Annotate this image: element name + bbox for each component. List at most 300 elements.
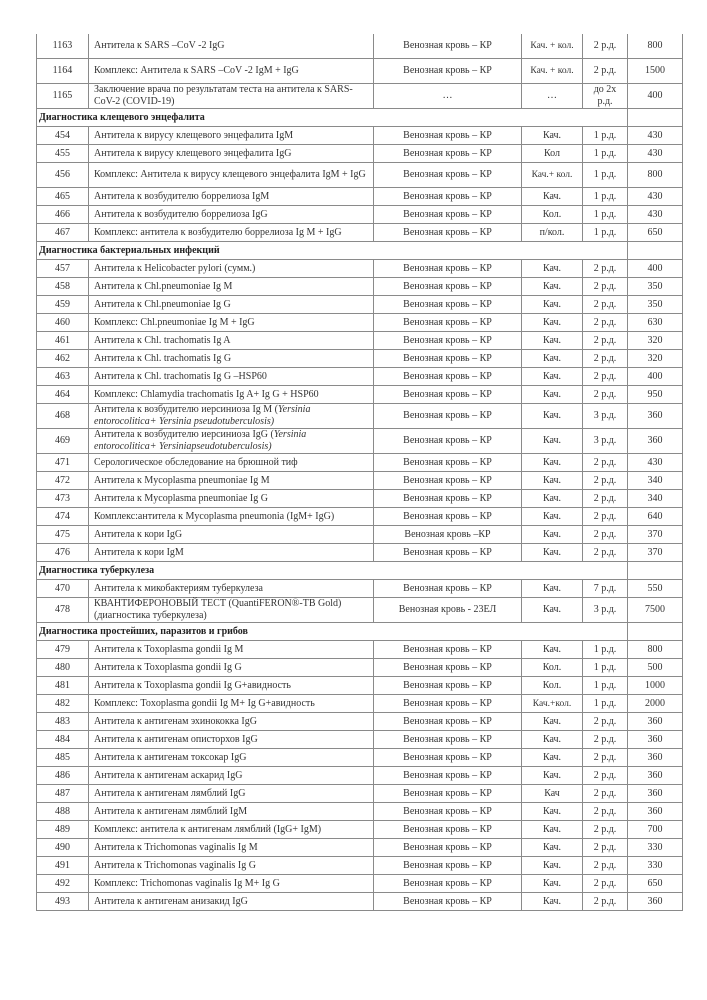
test-code-cell: 487 [37, 785, 89, 803]
price-cell: 400 [628, 260, 683, 278]
price-cell: 340 [628, 472, 683, 490]
sample-type-cell: Венозная кровь – КР [374, 821, 522, 839]
table-row [37, 490, 683, 508]
turnaround-cell: 1 р.д. [583, 145, 628, 163]
test-name-cell: Антитела к антигенам эхинококка IgG [89, 713, 374, 731]
test-code-cell: 1165 [37, 84, 89, 109]
turnaround-cell: 2 р.д. [583, 490, 628, 508]
table-row [37, 332, 683, 350]
turnaround-cell: 2 р.д. [583, 454, 628, 472]
turnaround-cell: 2 р.д. [583, 386, 628, 404]
sample-type-cell: Венозная кровь – КР [374, 677, 522, 695]
test-name-cell: КВАНТИФЕРОНОВЫЙ ТЕСТ (QuantiFERON®-TB Gold) (диагностика туберкулеза) [89, 598, 374, 623]
table-row [37, 206, 683, 224]
price-cell: 800 [628, 641, 683, 659]
turnaround-cell: 2 р.д. [583, 713, 628, 731]
result-type-cell: Кач. [522, 731, 583, 749]
sample-type-cell: Венозная кровь – КР [374, 34, 522, 59]
table-row [37, 260, 683, 278]
result-type-cell: Кач.+кол. [522, 695, 583, 713]
sample-type-cell: Венозная кровь – КР [374, 490, 522, 508]
sample-type-cell: Венозная кровь – КР [374, 429, 522, 454]
sample-type-cell: Венозная кровь – КР [374, 206, 522, 224]
test-code-cell: 469 [37, 429, 89, 454]
result-type-cell: Кач. [522, 857, 583, 875]
table-row [37, 544, 683, 562]
table-row [37, 659, 683, 677]
sample-type-cell: Венозная кровь – КР [374, 803, 522, 821]
turnaround-cell: 2 р.д. [583, 368, 628, 386]
test-code-cell: 493 [37, 893, 89, 911]
table-row [37, 296, 683, 314]
sample-type-cell: Венозная кровь – КР [374, 839, 522, 857]
turnaround-cell: 2 р.д. [583, 59, 628, 84]
table-row [37, 454, 683, 472]
price-cell: 370 [628, 526, 683, 544]
test-name-cell: Антитела к Chl. trachomatis Ig G –HSP60 [89, 368, 374, 386]
table-row [37, 386, 683, 404]
result-type-cell: Кач. [522, 296, 583, 314]
price-cell: 2000 [628, 695, 683, 713]
turnaround-cell: 2 р.д. [583, 296, 628, 314]
test-code-cell: 479 [37, 641, 89, 659]
price-cell: 330 [628, 857, 683, 875]
test-name-cell: Заключение врача по результатам теста на антитела к SARS-CoV-2 (COVID-19) [89, 84, 374, 109]
price-cell: 430 [628, 188, 683, 206]
test-code-cell: 473 [37, 490, 89, 508]
price-cell: 360 [628, 731, 683, 749]
result-type-cell: Кач. [522, 278, 583, 296]
turnaround-cell: 2 р.д. [583, 314, 628, 332]
turnaround-cell: 3 р.д. [583, 598, 628, 623]
turnaround-cell: 2 р.д. [583, 332, 628, 350]
test-name-cell: Антитела к Chl.pneumoniae Ig M [89, 278, 374, 296]
table-row [37, 145, 683, 163]
test-code-cell: 458 [37, 278, 89, 296]
table-row [37, 713, 683, 731]
turnaround-cell: 1 р.д. [583, 127, 628, 145]
turnaround-cell: 1 р.д. [583, 163, 628, 188]
price-cell: 630 [628, 314, 683, 332]
test-name-cell: Антитела к возбудителю боррелиоза IgM [89, 188, 374, 206]
turnaround-cell: 2 р.д. [583, 260, 628, 278]
sample-type-cell: Венозная кровь – КР [374, 472, 522, 490]
test-name-text: Антитела к возбудителю иерсиниоза Ig M ( [94, 404, 279, 415]
sample-type-cell: Венозная кровь – КР [374, 332, 522, 350]
price-cell: 800 [628, 163, 683, 188]
result-type-cell: Кач. [522, 767, 583, 785]
test-name-cell: Антитела к Trichomonas vaginalis Ig G [89, 857, 374, 875]
price-cell: 330 [628, 839, 683, 857]
test-name-cell: Антитела к Trichomonas vaginalis Ig M [89, 839, 374, 857]
sample-type-cell: Венозная кровь – КР [374, 508, 522, 526]
test-code-cell: 476 [37, 544, 89, 562]
section-title: Диагностика простейших, паразитов и грибов [37, 623, 628, 641]
price-cell: 360 [628, 785, 683, 803]
test-name-cell: Антитела к вирусу клещевого энцефалита IgG [89, 145, 374, 163]
turnaround-cell: 2 р.д. [583, 785, 628, 803]
section-header-row [37, 562, 683, 580]
result-type-cell: Кач. [522, 580, 583, 598]
table-row [37, 641, 683, 659]
table-row [37, 731, 683, 749]
test-name-cell: Комплекс: Антитела к вирусу клещевого энцефалита IgM + IgG [89, 163, 374, 188]
result-type-cell: Кол [522, 145, 583, 163]
test-name-cell: Антитела к антигенам токсокар IgG [89, 749, 374, 767]
result-type-cell: Кач. [522, 127, 583, 145]
turnaround-cell: 2 р.д. [583, 893, 628, 911]
result-type-cell: Кач. [522, 332, 583, 350]
price-cell: 370 [628, 544, 683, 562]
turnaround-cell: 3 р.д. [583, 429, 628, 454]
price-cell: 360 [628, 767, 683, 785]
table-row [37, 59, 683, 84]
test-name-cell: Серологическое обследование на брюшной тиф [89, 454, 374, 472]
test-name-cell: Комплекс: антитела к антигенам лямблий (IgG+ IgM) [89, 821, 374, 839]
table-row [37, 526, 683, 544]
price-cell: 360 [628, 404, 683, 429]
sample-type-cell: Венозная кровь – КР [374, 454, 522, 472]
result-type-cell: Кач. [522, 508, 583, 526]
table-row [37, 785, 683, 803]
turnaround-cell: 2 р.д. [583, 278, 628, 296]
test-name-cell: Антитела к Mycoplasma pneumoniae Ig M [89, 472, 374, 490]
result-type-cell: Кол. [522, 659, 583, 677]
test-name-cell: Антитела к Helicobacter pylori (сумм.) [89, 260, 374, 278]
sample-type-cell: Венозная кровь - 23ЕЛ [374, 598, 522, 623]
result-type-cell: Кач. [522, 544, 583, 562]
test-code-cell: 480 [37, 659, 89, 677]
sample-type-cell: Венозная кровь – КР [374, 641, 522, 659]
sample-type-cell: Венозная кровь – КР [374, 580, 522, 598]
result-type-cell: Кач. + кол. [522, 59, 583, 84]
sample-type-cell: Венозная кровь –КР [374, 526, 522, 544]
result-type-cell: Кач. [522, 875, 583, 893]
price-cell: 360 [628, 713, 683, 731]
turnaround-cell: 7 р.д. [583, 580, 628, 598]
test-name-cell: Антитела к антигенам аскарид IgG [89, 767, 374, 785]
test-code-cell: 463 [37, 368, 89, 386]
test-code-cell: 462 [37, 350, 89, 368]
section-price-cell [628, 562, 683, 580]
test-name-cell: Комплекс: Trichomonas vaginalis Ig M+ Ig G [89, 875, 374, 893]
test-name-cell: Антитела к антигенам анизакид IgG [89, 893, 374, 911]
price-cell: 7500 [628, 598, 683, 623]
turnaround-cell: 2 р.д. [583, 526, 628, 544]
test-code-cell: 455 [37, 145, 89, 163]
test-name-cell: Антитела к антигенам описторхов IgG [89, 731, 374, 749]
test-code-cell: 464 [37, 386, 89, 404]
result-type-cell: Кач. [522, 490, 583, 508]
test-code-cell: 491 [37, 857, 89, 875]
table-row [37, 472, 683, 490]
price-cell: 430 [628, 454, 683, 472]
test-name-cell [89, 429, 374, 454]
turnaround-cell: 2 р.д. [583, 839, 628, 857]
turnaround-cell: 2 р.д. [583, 857, 628, 875]
test-name-cell: Комплекс: Chl.pneumoniae Ig M + IgG [89, 314, 374, 332]
result-type-cell: Кач. [522, 839, 583, 857]
sample-type-cell: Венозная кровь – КР [374, 857, 522, 875]
test-code-cell: 488 [37, 803, 89, 821]
turnaround-cell: 2 р.д. [583, 350, 628, 368]
table-row [37, 368, 683, 386]
result-type-cell: Кач. [522, 641, 583, 659]
sample-type-cell: Венозная кровь – КР [374, 767, 522, 785]
test-name-cell: Антитела к Mycoplasma pneumoniae Ig G [89, 490, 374, 508]
result-type-cell: Кач. [522, 598, 583, 623]
table-row [37, 508, 683, 526]
test-name-latin-italic: Yersinia entorocolitica+ Yersiniapseudotuberculosis) [94, 429, 307, 452]
test-code-cell: 465 [37, 188, 89, 206]
result-type-cell: Кач. [522, 749, 583, 767]
test-code-cell: 467 [37, 224, 89, 242]
section-header-row [37, 242, 683, 260]
turnaround-cell: 1 р.д. [583, 224, 628, 242]
table-row [37, 404, 683, 429]
test-code-cell: 474 [37, 508, 89, 526]
turnaround-cell: 3 р.д. [583, 404, 628, 429]
turnaround-cell: 1 р.д. [583, 641, 628, 659]
table-row [37, 429, 683, 454]
price-cell: 550 [628, 580, 683, 598]
sample-type-cell: Венозная кровь – КР [374, 127, 522, 145]
table-row [37, 188, 683, 206]
table-row [37, 580, 683, 598]
result-type-cell: Кач. [522, 713, 583, 731]
result-type-cell: Кач. [522, 454, 583, 472]
test-code-cell: 472 [37, 472, 89, 490]
sample-type-cell: Венозная кровь – КР [374, 386, 522, 404]
price-cell: 430 [628, 127, 683, 145]
turnaround-cell: 2 р.д. [583, 544, 628, 562]
test-name-cell: Комплекс: Антитела к SARS –CoV -2 IgM + IgG [89, 59, 374, 84]
test-code-cell: 485 [37, 749, 89, 767]
sample-type-cell: Венозная кровь – КР [374, 893, 522, 911]
price-cell: 360 [628, 803, 683, 821]
turnaround-cell: 1 р.д. [583, 659, 628, 677]
price-cell: 700 [628, 821, 683, 839]
table-row [37, 34, 683, 59]
section-title: Диагностика туберкулеза [37, 562, 628, 580]
turnaround-cell: 2 р.д. [583, 875, 628, 893]
table-row [37, 224, 683, 242]
test-name-cell: Антитела к кори IgM [89, 544, 374, 562]
test-code-cell: 460 [37, 314, 89, 332]
test-name-cell: Комплекс: Toxoplasma gondii Ig M+ Ig G+авидность [89, 695, 374, 713]
result-type-cell: Кач. [522, 429, 583, 454]
table-row [37, 84, 683, 109]
test-name-cell [89, 404, 374, 429]
price-cell: 1000 [628, 677, 683, 695]
result-type-cell: Кол. [522, 677, 583, 695]
price-table-body [37, 34, 683, 911]
result-type-cell: Кач. [522, 472, 583, 490]
test-code-cell: 490 [37, 839, 89, 857]
sample-type-cell: Венозная кровь – КР [374, 659, 522, 677]
sample-type-cell: Венозная кровь – КР [374, 278, 522, 296]
price-cell: 1500 [628, 59, 683, 84]
result-type-cell: Кач. [522, 803, 583, 821]
result-type-cell: Кач. [522, 188, 583, 206]
result-type-cell: Кач. [522, 821, 583, 839]
test-code-cell: 489 [37, 821, 89, 839]
price-cell: 320 [628, 332, 683, 350]
test-name-cell: Антитела к SARS –CoV -2 IgG [89, 34, 374, 59]
test-code-cell: 456 [37, 163, 89, 188]
table-row [37, 278, 683, 296]
sample-type-cell: Венозная кровь – КР [374, 224, 522, 242]
table-row [37, 350, 683, 368]
sample-type-cell: Венозная кровь – КР [374, 713, 522, 731]
price-cell: 360 [628, 429, 683, 454]
sample-type-cell: Венозная кровь – КР [374, 260, 522, 278]
turnaround-cell: 2 р.д. [583, 749, 628, 767]
turnaround-cell: 2 р.д. [583, 767, 628, 785]
turnaround-cell: до 2х р.д. [583, 84, 628, 109]
result-type-cell: Кач. + кол. [522, 34, 583, 59]
table-row [37, 598, 683, 623]
test-code-cell: 481 [37, 677, 89, 695]
test-code-cell: 482 [37, 695, 89, 713]
test-name-cell: Антитела к Toxoplasma gondii Ig G+авидность [89, 677, 374, 695]
test-code-cell: 492 [37, 875, 89, 893]
sample-type-cell: Венозная кровь – КР [374, 368, 522, 386]
turnaround-cell: 2 р.д. [583, 508, 628, 526]
table-row [37, 821, 683, 839]
test-code-cell: 1164 [37, 59, 89, 84]
sample-type-cell: Венозная кровь – КР [374, 59, 522, 84]
result-type-cell: Кач.+ кол. [522, 163, 583, 188]
test-name-cell: Антитела к Chl. trachomatis Ig G [89, 350, 374, 368]
test-code-cell: 470 [37, 580, 89, 598]
sample-type-cell: Венозная кровь – КР [374, 404, 522, 429]
sample-type-cell: … [374, 84, 522, 109]
test-code-cell: 454 [37, 127, 89, 145]
table-row [37, 839, 683, 857]
sample-type-cell: Венозная кровь – КР [374, 145, 522, 163]
test-code-cell: 457 [37, 260, 89, 278]
test-code-cell: 461 [37, 332, 89, 350]
section-header-row [37, 623, 683, 641]
sample-type-cell: Венозная кровь – КР [374, 749, 522, 767]
test-name-cell: Комплекс: антитела к возбудителю боррелиоза Ig M + IgG [89, 224, 374, 242]
test-name-cell: Комплекс: Chlamydia trachomatis Ig A+ Ig G + HSP60 [89, 386, 374, 404]
price-table [36, 34, 683, 911]
test-name-latin-italic: Yersinia entorocolitica+ Yersinia pseudotuberculosis) [94, 404, 311, 427]
test-code-cell: 459 [37, 296, 89, 314]
result-type-cell: Кач. [522, 893, 583, 911]
sample-type-cell: Венозная кровь – КР [374, 875, 522, 893]
price-cell: 650 [628, 224, 683, 242]
price-cell: 430 [628, 145, 683, 163]
test-name-cell: Антитела к вирусу клещевого энцефалита IgM [89, 127, 374, 145]
table-row [37, 875, 683, 893]
test-name-cell: Антитела к антигенам лямблий IgG [89, 785, 374, 803]
result-type-cell: … [522, 84, 583, 109]
result-type-cell: Кач [522, 785, 583, 803]
sample-type-cell: Венозная кровь – КР [374, 544, 522, 562]
result-type-cell: Кач. [522, 386, 583, 404]
test-name-text: Антитела к возбудителю иерсиниоза IgG ( [94, 429, 274, 440]
table-row [37, 893, 683, 911]
result-type-cell: п/кол. [522, 224, 583, 242]
test-name-cell: Антитела к Chl. trachomatis Ig A [89, 332, 374, 350]
test-name-cell: Антитела к антигенам лямблий IgM [89, 803, 374, 821]
sample-type-cell: Венозная кровь – КР [374, 785, 522, 803]
result-type-cell: Кач. [522, 314, 583, 332]
test-name-cell: Антитела к возбудителю боррелиоза IgG [89, 206, 374, 224]
table-row [37, 749, 683, 767]
test-code-cell: 478 [37, 598, 89, 623]
price-cell: 360 [628, 893, 683, 911]
sample-type-cell: Венозная кровь – КР [374, 296, 522, 314]
turnaround-cell: 1 р.д. [583, 677, 628, 695]
section-price-cell [628, 109, 683, 127]
test-code-cell: 475 [37, 526, 89, 544]
turnaround-cell: 2 р.д. [583, 821, 628, 839]
section-price-cell [628, 242, 683, 260]
sample-type-cell: Венозная кровь – КР [374, 163, 522, 188]
table-row [37, 314, 683, 332]
table-row [37, 803, 683, 821]
price-cell: 320 [628, 350, 683, 368]
result-type-cell: Кол. [522, 206, 583, 224]
test-name-cell: Антитела к кори IgG [89, 526, 374, 544]
result-type-cell: Кач. [522, 260, 583, 278]
turnaround-cell: 1 р.д. [583, 695, 628, 713]
price-cell: 800 [628, 34, 683, 59]
section-title: Диагностика бактериальных инфекций [37, 242, 628, 260]
test-code-cell: 484 [37, 731, 89, 749]
sample-type-cell: Венозная кровь – КР [374, 314, 522, 332]
test-name-cell: Антитела к Toxoplasma gondii Ig G [89, 659, 374, 677]
table-row [37, 857, 683, 875]
test-code-cell: 1163 [37, 34, 89, 59]
price-cell: 430 [628, 206, 683, 224]
price-cell: 400 [628, 368, 683, 386]
price-cell: 360 [628, 749, 683, 767]
test-code-cell: 471 [37, 454, 89, 472]
table-row [37, 163, 683, 188]
price-list-page [36, 34, 682, 911]
turnaround-cell: 2 р.д. [583, 34, 628, 59]
sample-type-cell: Венозная кровь – КР [374, 731, 522, 749]
sample-type-cell: Венозная кровь – КР [374, 695, 522, 713]
turnaround-cell: 2 р.д. [583, 803, 628, 821]
result-type-cell: Кач. [522, 526, 583, 544]
turnaround-cell: 1 р.д. [583, 206, 628, 224]
price-cell: 500 [628, 659, 683, 677]
table-row [37, 127, 683, 145]
test-name-cell: Антитела к Chl.pneumoniae Ig G [89, 296, 374, 314]
section-header-row [37, 109, 683, 127]
turnaround-cell: 1 р.д. [583, 188, 628, 206]
test-code-cell: 466 [37, 206, 89, 224]
sample-type-cell: Венозная кровь – КР [374, 188, 522, 206]
test-code-cell: 486 [37, 767, 89, 785]
turnaround-cell: 2 р.д. [583, 472, 628, 490]
table-row [37, 677, 683, 695]
price-cell: 340 [628, 490, 683, 508]
price-cell: 350 [628, 296, 683, 314]
test-name-cell: Антитела к Toxoplasma gondii Ig M [89, 641, 374, 659]
test-code-cell: 483 [37, 713, 89, 731]
result-type-cell: Кач. [522, 404, 583, 429]
table-row [37, 767, 683, 785]
test-code-cell: 468 [37, 404, 89, 429]
test-name-cell: Комплекс:антитела к Mycoplasma pneumonia (IgM+ IgG) [89, 508, 374, 526]
